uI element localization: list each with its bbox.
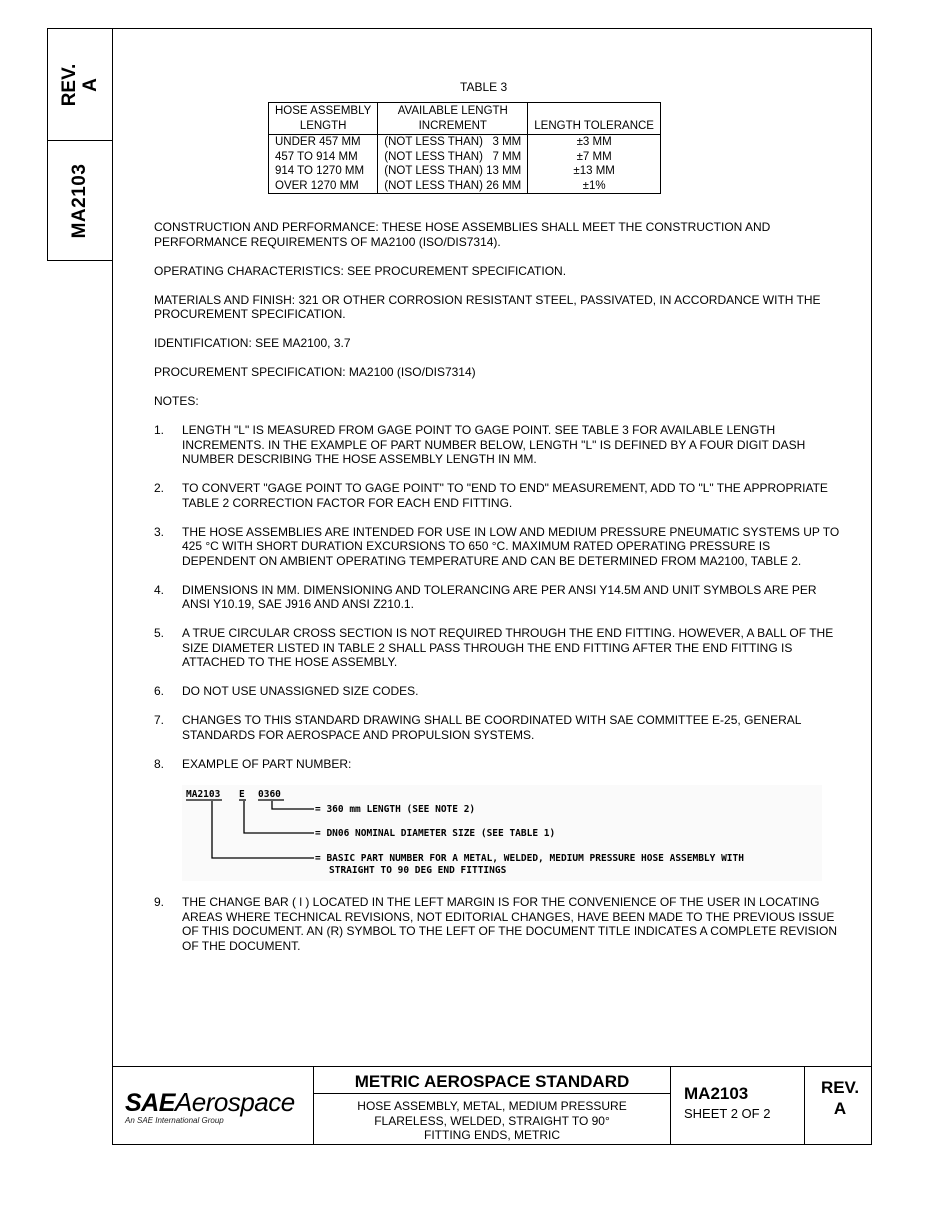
- title-block-top-rule: [112, 1066, 872, 1067]
- example-base-number: MA2103: [186, 789, 221, 800]
- note-item: [154, 626, 844, 670]
- cell-length: 457 TO 914 MM: [269, 150, 378, 165]
- sae-aerospace-logo: [125, 1087, 295, 1125]
- cell-length: UNDER 457 MM: [269, 135, 378, 150]
- cell-increment: (NOT LESS THAN) 13 MM: [378, 164, 528, 179]
- note-item: [154, 525, 844, 569]
- title-block-divider: [670, 1066, 671, 1145]
- cell-length: 914 TO 1270 MM: [269, 164, 378, 179]
- cell-tolerance: ±7 MM: [528, 150, 661, 165]
- example-length-desc: = 360 mm LENGTH (SEE NOTE 2): [315, 804, 476, 815]
- note-text: TO CONVERT "GAGE POINT TO GAGE POINT" TO "END TO END" MEASUREMENT, ADD TO "L" THE APPROPRIATE TABLE 2 CORRECTION FACTOR FOR EACH END FITTING.: [182, 481, 828, 510]
- note-number: 7.: [154, 713, 165, 727]
- note-item: [154, 583, 844, 612]
- note-item: [154, 481, 844, 510]
- standard-title: METRIC AEROSPACE STANDARD: [354, 1072, 630, 1091]
- construction-paragraph: CONSTRUCTION AND PERFORMANCE: THESE HOSE ASSEMBLIES SHALL MEET THE CONSTRUCTION AND PERFORMANCE REQUIREMENTS OF MA2100 (ISO/DIS7314).: [154, 220, 771, 249]
- revision-letter: A: [833, 1099, 847, 1118]
- side-doc-number: MA2103: [69, 163, 90, 238]
- cell-tolerance: ±3 MM: [528, 135, 661, 150]
- body-content: [154, 220, 844, 968]
- table-row: [269, 150, 661, 165]
- example-size-code: E: [239, 789, 245, 800]
- length-table: [268, 102, 661, 194]
- side-rev-letter: A: [80, 77, 101, 92]
- header-line: LENGTH TOLERANCE: [534, 119, 654, 132]
- note-number: 1.: [154, 423, 165, 437]
- table-row: [269, 135, 661, 150]
- cell-tolerance: ±13 MM: [528, 164, 661, 179]
- note-number: 6.: [154, 684, 165, 698]
- logo-subtitle: An SAE International Group: [125, 1116, 224, 1125]
- col-header-length: [269, 103, 378, 135]
- note-text: DO NOT USE UNASSIGNED SIZE CODES.: [182, 684, 419, 698]
- note-text: A TRUE CIRCULAR CROSS SECTION IS NOT REQUIRED THROUGH THE END FITTING. HOWEVER, A BALL OF THE SIZE DIAMETER LISTED IN TABLE 2 SHALL PASS THROUGH THE END FITTING AFTER THE END FITTING IS ATTACHED TO THE HOSE ASSEMBLY.: [182, 626, 834, 669]
- description-line: FITTING ENDS, METRIC: [424, 1128, 560, 1142]
- table-row: [269, 179, 661, 194]
- identification-paragraph: IDENTIFICATION: SEE MA2100, 3.7: [154, 336, 351, 350]
- note-item: [154, 713, 844, 742]
- notes-heading: NOTES:: [154, 394, 199, 408]
- note-text: LENGTH "L" IS MEASURED FROM GAGE POINT TO GAGE POINT. SEE TABLE 3 FOR AVAILABLE LENGTH INCREMENTS. IN THE EXAMPLE OF PART NUMBER BELOW, LENGTH "L" IS DEFINED BY A FOUR DIGIT DASH NUMBER DESCRIBING THE HOSE ASSEMBLY LENGTH IN MM.: [182, 423, 806, 466]
- table-title: TABLE 3: [460, 80, 508, 94]
- materials-paragraph: MATERIALS AND FINISH: 321 OR OTHER CORROSION RESISTANT STEEL, PASSIVATED, IN ACCORDANCE WITH THE PROCUREMENT SPECIFICATION.: [154, 292, 821, 321]
- sheet-number: SHEET 2 OF 2: [684, 1106, 771, 1121]
- note-item: [154, 757, 844, 772]
- logo-sae: SAE: [125, 1089, 175, 1117]
- header-line: HOSE ASSEMBLY: [275, 105, 372, 117]
- note-text: THE HOSE ASSEMBLIES ARE INTENDED FOR USE IN LOW AND MEDIUM PRESSURE PNEUMATIC SYSTEMS UP TO 425 °C WITH SHORT DURATION EXCURSIONS TO 650 °C. MAXIMUM RATED OPERATING PRESSURE IS DEPENDENT ON AMBIENT OPERATING TEMPERATURE AND CAN BE DETERMINED FROM MA2100, TABLE 2.: [182, 524, 840, 568]
- side-rev-label: [59, 63, 101, 106]
- example-base-desc-cont: STRAIGHT TO 90 DEG END FITTINGS: [329, 865, 507, 876]
- note-text: EXAMPLE OF PART NUMBER:: [182, 756, 352, 771]
- cell-increment: (NOT LESS THAN) 26 MM: [378, 179, 528, 194]
- side-rev-text: REV.: [59, 63, 80, 106]
- note-text: CHANGES TO THIS STANDARD DRAWING SHALL BE COORDINATED WITH SAE COMMITTEE E-25, GENERAL STANDARDS FOR AEROSPACE AND PROPULSION SYSTEMS.: [182, 713, 801, 742]
- note-number: 5.: [154, 626, 165, 640]
- table-row: [269, 164, 661, 179]
- note-item: [154, 684, 844, 699]
- example-size-desc: = DN06 NOMINAL DIAMETER SIZE (SEE TABLE 1): [315, 828, 556, 839]
- note-text: THE CHANGE BAR ( l ) LOCATED IN THE LEFT MARGIN IS FOR THE CONVENIENCE OF THE USER IN LOCATING AREAS WHERE TECHNICAL REVISIONS, NOT EDITORIAL CHANGES, HAVE BEEN MADE TO THE PREVIOUS ISSUE OF THIS DOCUMENT. AN (R) SYMBOL TO THE LEFT OF THE DOCUMENT TITLE INDICATES A COMPLETE REVISION OF THE DOCUMENT.: [182, 895, 837, 953]
- note-number: 2.: [154, 481, 165, 495]
- note-number: 3.: [154, 524, 165, 539]
- header-line: INCREMENT: [418, 119, 487, 132]
- table-header-row: [269, 103, 661, 135]
- title-block-divider: [804, 1066, 805, 1145]
- description-line: FLARELESS, WELDED, STRAIGHT TO 90°: [374, 1113, 610, 1128]
- revision-label: REV.: [820, 1078, 860, 1097]
- logo-word: Aerospace: [174, 1087, 295, 1117]
- col-header-tolerance: [528, 103, 661, 135]
- note-item: [154, 423, 844, 467]
- example-base-desc: = BASIC PART NUMBER FOR A METAL, WELDED, MEDIUM PRESSURE HOSE ASSEMBLY WITH: [315, 853, 744, 864]
- document-description: [314, 1099, 670, 1143]
- side-rev-box: [47, 28, 113, 141]
- header-line: LENGTH: [299, 119, 347, 132]
- cell-increment: (NOT LESS THAN) 3 MM: [378, 135, 528, 150]
- document-number: MA2103: [684, 1084, 749, 1103]
- cell-increment: (NOT LESS THAN) 7 MM: [378, 150, 528, 165]
- note-text: DIMENSIONS IN MM. DIMENSIONING AND TOLERANCING ARE PER ANSI Y14.5M AND UNIT SYMBOLS ARE PER ANSI Y10.19, SAE J916 AND ANSI Z210.1.: [182, 582, 817, 611]
- note-number: 8.: [154, 756, 165, 771]
- revision-block: [808, 1077, 872, 1119]
- cell-tolerance: ±1%: [528, 179, 661, 194]
- col-header-increment: [378, 103, 528, 135]
- cell-length: OVER 1270 MM: [269, 179, 378, 194]
- part-number-example: [182, 785, 822, 881]
- header-line: AVAILABLE LENGTH: [397, 105, 508, 117]
- title-block-inner-rule: [313, 1093, 670, 1094]
- example-length-code: 0360: [258, 789, 281, 800]
- procurement-paragraph: PROCUREMENT SPECIFICATION: MA2100 (ISO/DIS7314): [154, 365, 476, 379]
- side-number-box: [47, 140, 113, 261]
- note-item: [154, 895, 844, 953]
- note-number: 9.: [154, 895, 165, 909]
- note-number: 4.: [154, 582, 165, 597]
- description-line: HOSE ASSEMBLY, METAL, MEDIUM PRESSURE: [357, 1099, 627, 1113]
- operating-paragraph: OPERATING CHARACTERISTICS: SEE PROCUREMENT SPECIFICATION.: [154, 263, 567, 278]
